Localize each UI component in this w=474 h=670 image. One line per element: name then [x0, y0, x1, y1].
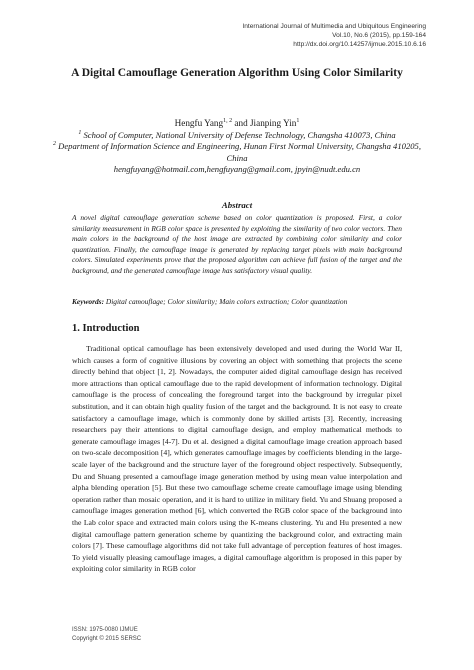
- author-name: Jianping Yin: [249, 118, 297, 128]
- affil-mark: 1: [78, 130, 82, 137]
- paper-title: A Digital Camouflage Generation Algorithm Using Color Similarity: [71, 67, 403, 79]
- journal-name: International Journal of Multimedia and Ubiquitous Engineering: [242, 23, 426, 30]
- doi-link[interactable]: http://dx.doi.org/10.14257/ijmue.2015.10.6.16: [293, 41, 426, 49]
- affiliation-1: [50, 130, 424, 141]
- keywords: [72, 297, 402, 308]
- author-affil-mark: 1: [296, 117, 300, 124]
- author-emails: hengfuyang@hotmail.com,hengfuyang@gmail.com, jpyin@nudt.edu.cn: [113, 164, 361, 175]
- affiliation-2: [50, 141, 424, 164]
- keywords-text: Digital camouflage; Color similarity; Main colors extraction; Color quantization: [104, 297, 348, 306]
- journal-volume: Vol.10, No.6 (2015), pp.159-164: [332, 32, 426, 40]
- author-conjunction: and: [232, 118, 250, 128]
- abstract-heading: Abstract: [221, 200, 253, 210]
- affiliation-text: School of Computer, National University of Defense Technology, Changsha 410073, China: [81, 130, 396, 140]
- page-footer: [72, 626, 141, 643]
- affiliation-text: Department of Information Science and Engineering, Hunan First Normal University, Changsha 410205, China: [56, 141, 421, 163]
- author-name: Hengfu Yang: [174, 118, 224, 128]
- keywords-label: Keywords:: [72, 297, 105, 306]
- journal-header: [126, 22, 426, 50]
- author-affil-mark: 1, 2: [223, 117, 233, 124]
- issn: ISSN: 1975-0080 IJMUE: [72, 627, 138, 633]
- affiliations: [50, 130, 424, 176]
- abstract-body: A novel digital camouflage generation scheme based on color quantization is proposed. First, a color similarity measurement in RGB color space is presented by exploiting the similarity of two color vectors. Then main colors in the background of the host image are extracted by combining color similarity and color quantization. Finally, the camouflage image is generated by replacing target pixels with main background colors. Simulated experiments prove that the proposed algorithm can achieve full fusion of the target and the background, and the generated camouflage image has satisfactory visual quality.: [72, 213, 402, 275]
- author-line: [40, 118, 434, 128]
- affil-mark: 2: [53, 141, 57, 148]
- section-body: Traditional optical camouflage has been extensively developed and used during the World War II, which causes a form of cognitive illusions by covering an object with something that projects the scene directly behind that object [1, 2]. Nowadays, the computer aided digital camouflage design has received more attractions than optical camouflage due to the rapid development of information technology. Digital camouflage is the process of concealing the foreground target into the background by irregular pixel substitution, and it can obtain high quality fusion of the target and the background. It is not easy to create satisfactory a camouflage image, which is commonly done by skilled artists [3]. Recently, increasing researchers pay their attentions to digital camouflage design, and employ mathematical methods to generate camouflage images [4-7]. Du et al. designed a digital camouflage image creation approach based on two-scale decomposition [4], which generates camouflage images by coefficients blending in the large-scale layer of the background and the structure layer of the foreground object respectively. Subsequently, Du and Shuang presented a camouflage image generation method by using mean value interpolation and alpha blending operation [5]. But these two camouflage scheme create camouflage image using blending operation rather than mosaic operation, and it is hard to utilize in military field. Yu and Shuang proposed a camouflage images generation method [6], which converted the RGB color space of the background into the Lab color space and extracted main colors using the K-means clustering. Yu and Hu presented a new digital camouflage pattern generation scheme by quantizing the background color, and extracting main colors [7]. These camouflage algorithms did not take full advantage of perception features of host images. To yield visually pleasing camouflage images, a digital camouflage algorithm is proposed in this paper by exploiting color similarity in RGB color: [72, 344, 402, 574]
- copyright: Copyright © 2015 SERSC: [72, 635, 142, 642]
- section-heading: 1. Introduction: [72, 323, 140, 334]
